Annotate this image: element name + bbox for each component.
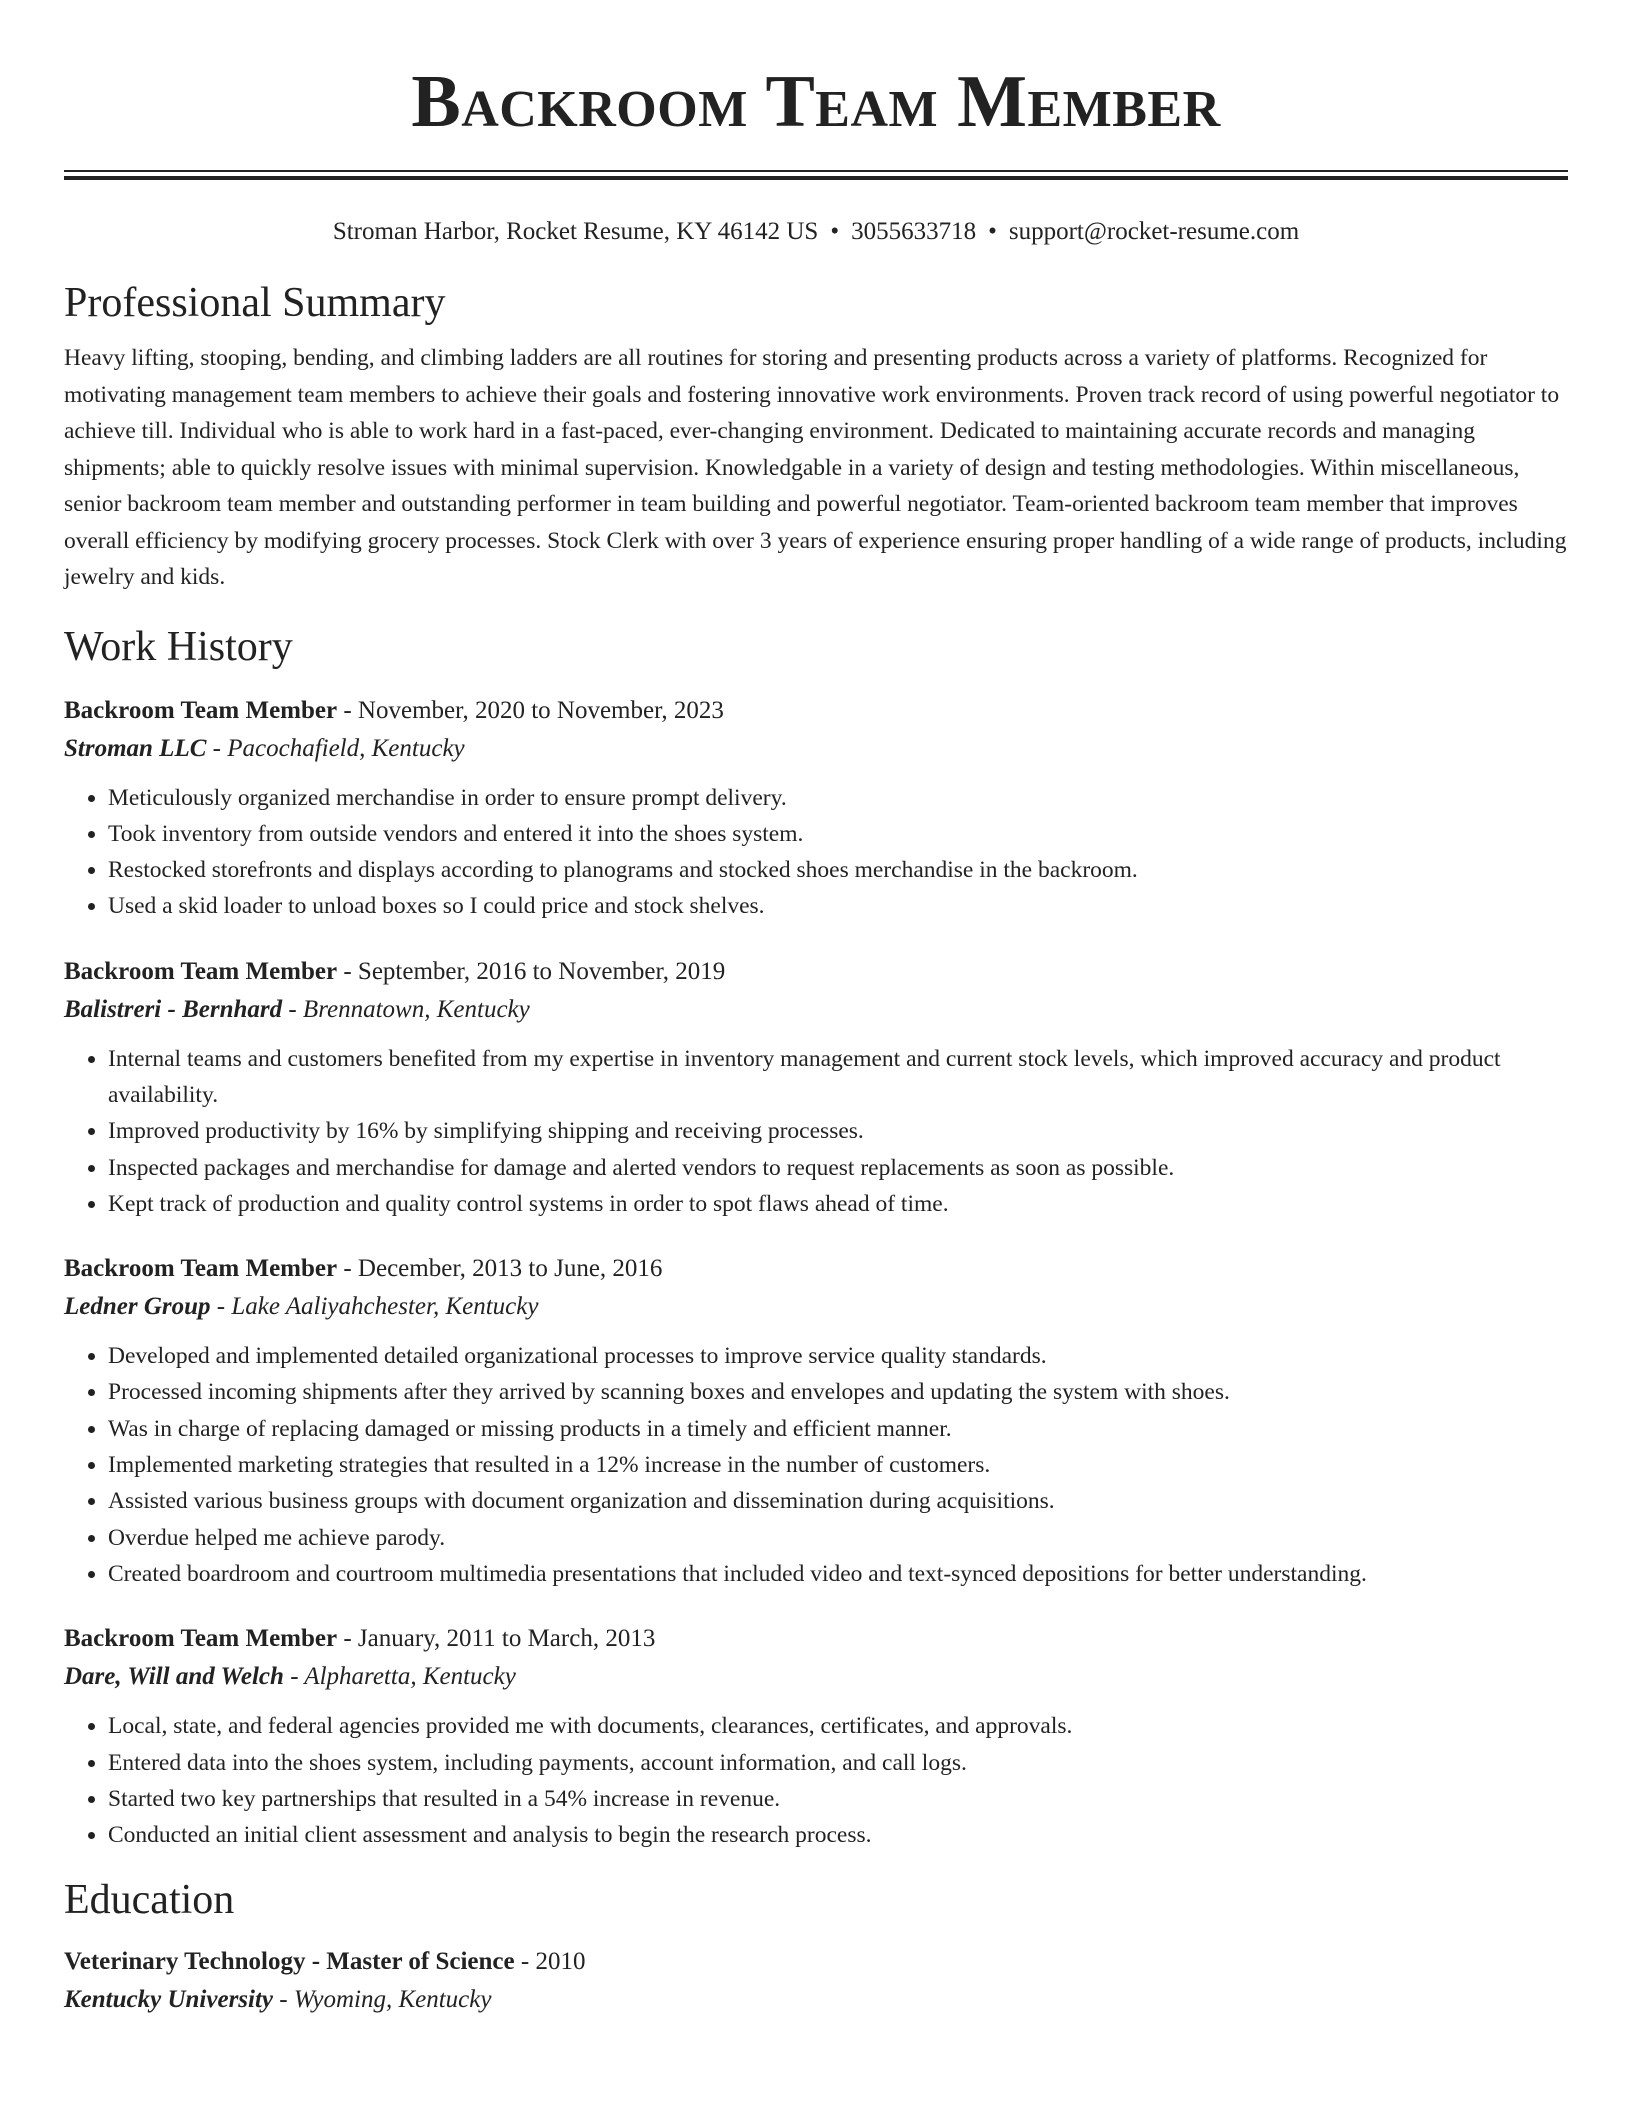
job-bullet: • Restocked storefronts and displays according to planograms and stocked shoes merchandise in the backroom. <box>108 852 1568 888</box>
job-company-line <box>64 991 1568 1029</box>
job-company: Stroman LLC <box>64 734 207 762</box>
contact-address: Stroman Harbor, Rocket Resume, KY 46142 US <box>332 218 819 245</box>
job-bullet: • Was in charge of replacing damaged or missing products in a timely and efficient manner. <box>108 1411 1568 1447</box>
job-bullet: • Conducted an initial client assessment and analysis to begin the research process. <box>108 1817 1568 1853</box>
job-company: Ledner Group <box>64 1293 211 1321</box>
job-bullet: • Overdue helped me achieve parody. <box>108 1520 1568 1556</box>
job-bullet: • Local, state, and federal agencies provided me with documents, clearances, certificates, and approvals. <box>108 1708 1568 1744</box>
job-bullet: • Kept track of production and quality control systems in order to spot flaws ahead of time. <box>108 1186 1568 1222</box>
job-company: Dare, Will and Welch <box>64 1663 284 1691</box>
job-location: - Alpharetta, Kentucky <box>283 1663 516 1691</box>
contact-separator: • <box>830 218 840 245</box>
job-company: Balistreri - Bernhard <box>64 995 283 1023</box>
summary-text: Heavy lifting, stooping, bending, and climbing ladders are all routines for storing and presenting products across a variety of platforms. Recognized for motivating management team members to achieve their goals and fostering innovative work environments. Proven track record of using powerful negotiator to achieve till. Individual who is able to work hard in a fast-paced, ever-changing environment. Dedicated to maintaining accurate records and managing shipments; able to quickly resolve issues with minimal supervision. Knowledgable in a variety of design and testing methodologies. Within miscellaneous, senior backroom team member and outstanding performer in team building and powerful negotiator. Team-oriented backroom team member that improves overall efficiency by modifying grocery processes. Stock Clerk with over 3 years of experience ensuring proper handling of a wide range of products, including jewelry and kids. <box>64 345 1567 590</box>
contact-separator: • <box>988 218 997 245</box>
contact-line <box>64 216 1568 248</box>
school-location: - Wyoming, Kentucky <box>273 1986 492 2014</box>
job-bullet: • Processed incoming shipments after they arrived by scanning boxes and envelopes and updating the system with shoes. <box>108 1374 1568 1410</box>
job-dates: - November, 2020 to November, 2023 <box>337 696 724 724</box>
job-title-line <box>64 1250 1568 1288</box>
job-dates: - January, 2011 to March, 2013 <box>337 1625 656 1653</box>
job-title: Backroom Team Member <box>64 696 338 724</box>
job-bullet: • Created boardroom and courtroom multimedia presentations that included video and text-synced depositions for better understanding. <box>108 1556 1568 1592</box>
job-location: - Pacochafield, Kentucky <box>206 734 465 762</box>
job-bullet: • Developed and implemented detailed organizational processes to improve service quality standards. <box>108 1338 1568 1374</box>
school: Kentucky University <box>64 1986 274 2014</box>
contact-phone: 3055633718 <box>851 218 977 245</box>
job-bullets <box>64 1041 1568 1222</box>
job-dates: - September, 2016 to November, 2019 <box>337 957 726 985</box>
summary-heading: Professional Summary <box>64 280 446 326</box>
job-entry <box>64 692 1568 925</box>
job-bullet: • Implemented marketing strategies that resulted in a 12% increase in the number of customers. <box>108 1447 1568 1483</box>
job-bullet: • Inspected packages and merchandise for damage and alerted vendors to request replacements as soon as possible. <box>108 1150 1568 1186</box>
job-location: - Lake Aaliyahchester, Kentucky <box>210 1293 539 1321</box>
job-entry <box>64 1620 1568 1853</box>
contact-email: support@rocket-resume.com <box>1008 218 1300 245</box>
resume-title: Backroom Team Member <box>411 61 1221 143</box>
work-history-list <box>64 692 1568 1854</box>
job-title-line <box>64 692 1568 730</box>
graduation-year: - 2010 <box>514 1948 586 1976</box>
job-bullet: • Entered data into the shoes system, including payments, account information, and call logs. <box>108 1745 1568 1781</box>
title-divider <box>64 170 1568 180</box>
job-bullet: • Meticulously organized merchandise in order to ensure prompt delivery. <box>108 780 1568 816</box>
job-company-line <box>64 730 1568 768</box>
job-title: Backroom Team Member <box>64 1255 338 1283</box>
job-bullet: • Assisted various business groups with document organization and dissemination during acquisitions. <box>108 1483 1568 1519</box>
job-bullet: • Started two key partnerships that resulted in a 54% increase in revenue. <box>108 1781 1568 1817</box>
job-dates: - December, 2013 to June, 2016 <box>337 1255 663 1283</box>
education-heading: Education <box>64 1877 235 1924</box>
job-title: Backroom Team Member <box>64 957 338 985</box>
job-title: Backroom Team Member <box>64 1625 338 1653</box>
job-bullets <box>64 1708 1568 1853</box>
job-bullet: • Improved productivity by 16% by simplifying shipping and receiving processes. <box>108 1113 1568 1149</box>
degree-line <box>64 1943 1568 1981</box>
job-title-line <box>64 953 1568 991</box>
work-history-heading: Work History <box>64 623 293 670</box>
job-bullet: • Took inventory from outside vendors and entered it into the shoes system. <box>108 816 1568 852</box>
job-location: - Brennatown, Kentucky <box>282 995 530 1023</box>
job-bullet: • Internal teams and customers benefited from my expertise in inventory management and current stock levels, which improved accuracy and product availability. <box>108 1041 1568 1114</box>
job-title-line <box>64 1620 1568 1658</box>
job-entry <box>64 1250 1568 1592</box>
school-line <box>64 1981 1568 2019</box>
job-entry <box>64 953 1568 1222</box>
job-bullets <box>64 780 1568 925</box>
degree: Veterinary Technology - Master of Science <box>64 1948 515 1976</box>
job-company-line <box>64 1658 1568 1696</box>
job-bullets <box>64 1338 1568 1592</box>
education-entry <box>64 1943 1568 2019</box>
job-bullet: • Used a skid loader to unload boxes so I could price and stock shelves. <box>108 888 1568 924</box>
job-company-line <box>64 1288 1568 1326</box>
